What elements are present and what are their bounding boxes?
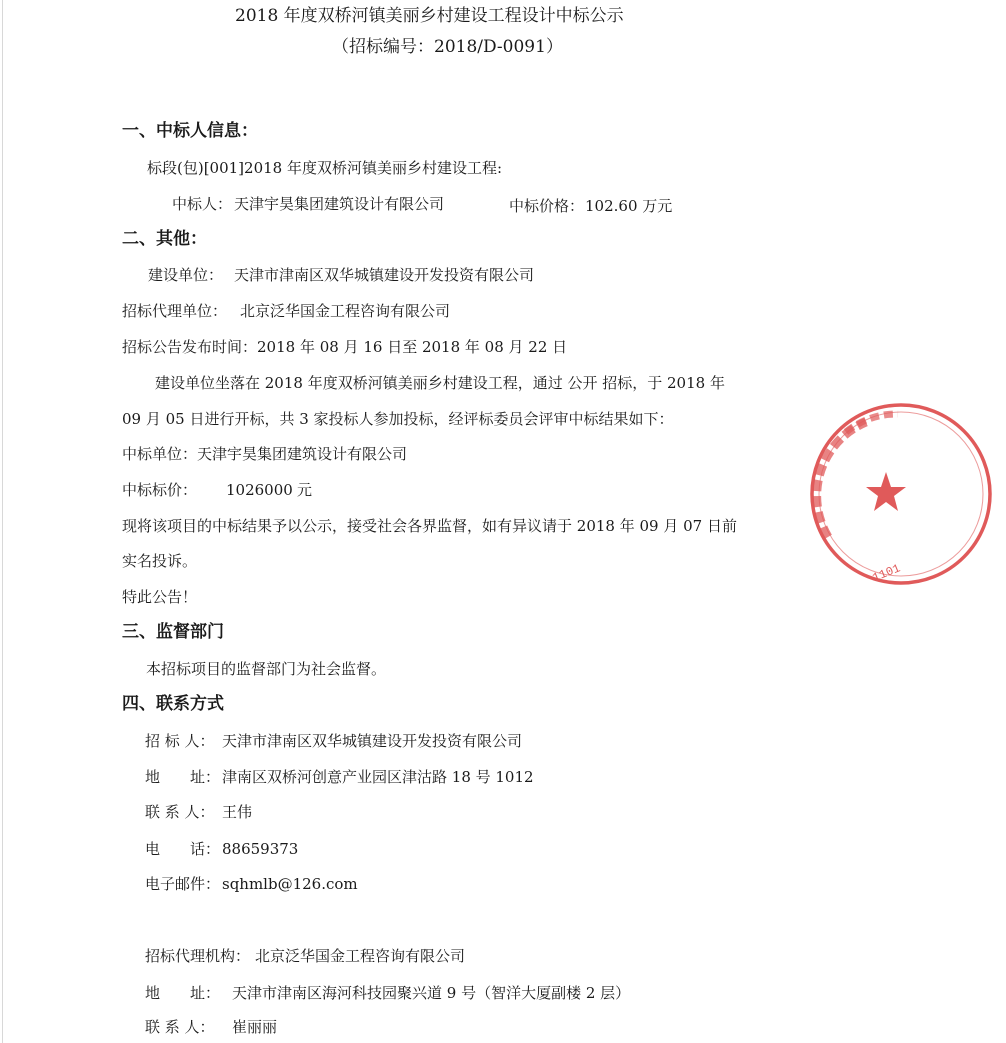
paragraph-1-line-1: 建设单位坐落在 2018 年度双桥河镇美丽乡村建设工程，通过 公开 招标，于 2018 年	[155, 374, 725, 392]
winner-label: 中标人：	[172, 195, 233, 213]
agency-address: 天津市津南区海河科技园聚兴道 9 号（智洋大厦副楼 2 层）	[232, 984, 631, 1002]
lot-line: 标段(包)[001]2018 年度双桥河镇美丽乡村建设工程:	[147, 159, 503, 177]
email-label: 电子邮件：	[145, 875, 221, 893]
contact-label: 联 系 人：	[145, 803, 215, 821]
bid-price-label: 中标标价：	[122, 481, 198, 499]
construction-unit: 天津市津南区双华城镇建设开发投资有限公司	[234, 266, 535, 284]
paragraph-1-line-2: 09 月 05 日进行开标，共 3 家投标人参加投标，经评标委员会评审中标结果如下：	[122, 410, 674, 428]
address-value: 津南区双桥河创意产业园区津沽路 18 号 1012	[222, 768, 534, 786]
seal-serial-number: 1101	[870, 561, 903, 586]
paragraph-2-line-2: 实名投诉。	[122, 552, 198, 570]
official-seal	[806, 402, 903, 592]
tenderer-name: 天津市津南区双华城镇建设开发投资有限公司	[222, 732, 523, 750]
contact-name: 王伟	[222, 803, 253, 821]
agency-name: 北京泛华国金工程咨询有限公司	[255, 947, 466, 965]
supervision-text: 本招标项目的监督部门为社会监督。	[146, 660, 387, 678]
section-3-heading: 三、监督部门	[122, 622, 224, 642]
winning-unit-line: 中标单位：天津宇昊集团建筑设计有限公司	[122, 445, 408, 463]
section-1-heading: 一、中标人信息：	[122, 121, 258, 141]
agency-address-label: 地 址：	[145, 984, 221, 1002]
phone-label: 电 话：	[145, 840, 221, 858]
construction-unit-label: 建设单位：	[148, 266, 224, 284]
page-edge	[2, 0, 3, 1043]
agency-label: 招标代理机构：	[145, 947, 251, 965]
bid-price-unit: 元	[297, 481, 313, 499]
phone-value: 88659373	[222, 840, 299, 858]
star-icon	[866, 472, 906, 511]
tender-number: （招标编号：2018/D-0091）	[332, 37, 563, 57]
agent-label: 招标代理单位：	[122, 302, 228, 320]
email-value[interactable]: sqhmlb@126.com	[222, 875, 358, 893]
notice-time: 招标公告发布时间：2018 年 08 月 16 日至 2018 年 08 月 22 日	[122, 338, 568, 356]
tenderer-label: 招 标 人：	[145, 732, 215, 750]
closing-line: 特此公告！	[122, 588, 198, 606]
section-4-heading: 四、联系方式	[122, 694, 224, 714]
paragraph-2-line-1: 现将该项目的中标结果予以公示，接受社会各界监督，如有异议请于 2018 年 09 月 07 日前	[122, 517, 737, 535]
price-value: 102.60 万元	[585, 197, 673, 215]
page-title: 2018 年度双桥河镇美丽乡村建设工程设计中标公示	[235, 6, 624, 26]
seal-graphic	[806, 402, 1006, 592]
section-2-heading: 二、其他：	[122, 229, 207, 249]
agent-name: 北京泛华国金工程咨询有限公司	[240, 302, 451, 320]
agency-contact: 崔丽丽	[232, 1018, 278, 1036]
agency-contact-label: 联 系 人：	[145, 1018, 215, 1036]
winner-name: 天津宇昊集团建筑设计有限公司	[234, 195, 445, 213]
bid-price-value: 1026000	[226, 481, 293, 499]
address-label: 地 址：	[145, 768, 221, 786]
price-label: 中标价格：	[509, 197, 585, 215]
